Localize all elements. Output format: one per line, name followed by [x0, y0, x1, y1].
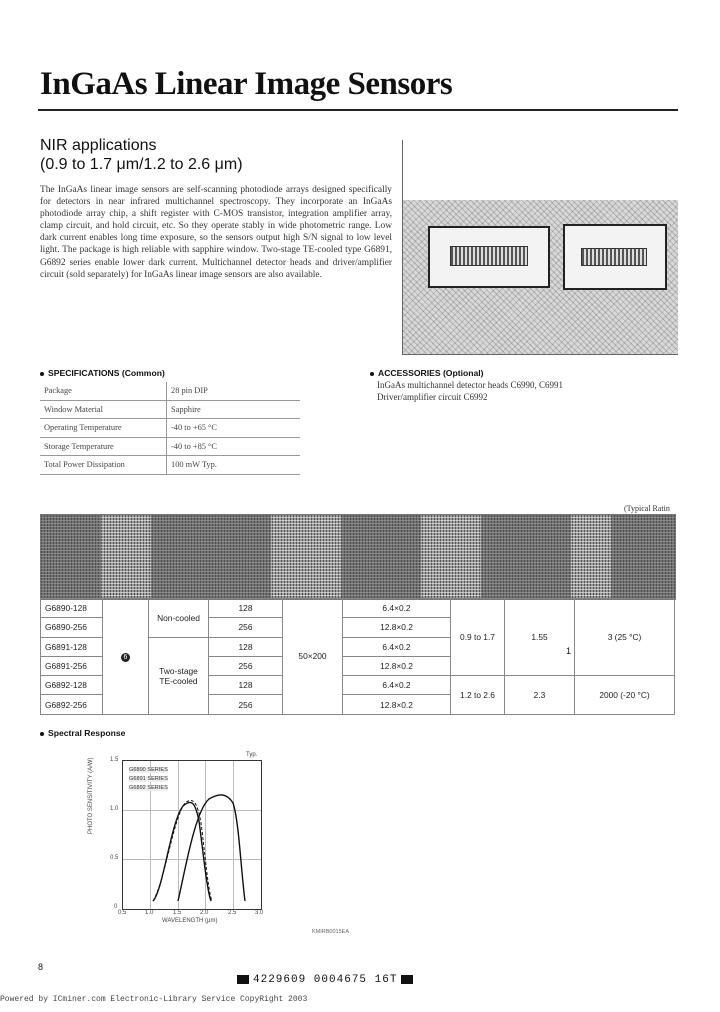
spectral-heading [40, 728, 125, 738]
sensor-chip [450, 246, 528, 266]
dark-value-2: 2000 (-20 °C) [575, 676, 675, 715]
table-row [40, 382, 300, 400]
barcode-line [233, 974, 417, 986]
mark-cell [103, 599, 149, 715]
spec-value: 28 pin DIP [167, 382, 301, 400]
pixels: 256 [209, 656, 283, 675]
y-tick: 0.5 [110, 855, 119, 861]
x-tick: 1.5 [173, 910, 182, 916]
graph-x-label: WAVELENGTH (μm) [162, 918, 218, 924]
footer-watermark: Powered by ICminer.com Electronic-Library Service CopyRight 2003 [0, 995, 308, 1004]
header-shade [611, 515, 675, 599]
page-number: 8 [38, 962, 44, 972]
pixels: 128 [209, 676, 283, 695]
curve-g6892 [178, 795, 245, 901]
type-no: G6891-128 [41, 637, 103, 656]
bullet-icon [40, 372, 44, 376]
sensor-chip [581, 248, 647, 266]
spec-key: Operating Temperature [40, 419, 167, 438]
figure-code: KMIRB0015EA [312, 929, 349, 935]
type-no: G6890-256 [41, 618, 103, 637]
graph-typ-label: Typ. [246, 752, 258, 758]
barcode-mark [401, 975, 413, 984]
active-area: 6.4×0.2 [343, 637, 451, 656]
sensor-package-left [428, 226, 550, 288]
accessories-line-1: InGaAs multichannel detector heads C6990, C6991 [377, 380, 563, 390]
pixels: 256 [209, 695, 283, 714]
spec-key: Storage Temperature [40, 437, 167, 456]
curve-g6890 [153, 802, 211, 901]
header-shade [41, 515, 101, 599]
active-area: 12.8×0.2 [343, 618, 451, 637]
x-tick: 2.5 [228, 910, 237, 916]
peak-wavelength-2: 2.3 [505, 676, 575, 715]
typical-ratings-note: (Typical Ratin [624, 504, 670, 513]
active-area: 6.4×0.2 [343, 676, 451, 695]
x-tick: 1.0 [145, 910, 154, 916]
table-row [41, 599, 675, 618]
barcode-text: 4229609 0004675 16T [253, 974, 398, 986]
table-row [40, 419, 300, 438]
pixels: 256 [209, 618, 283, 637]
spectral-heading-text: Spectral Response [48, 728, 126, 738]
spec-value: 100 mW Typ. [167, 456, 301, 475]
spec-key: Total Power Dissipation [40, 456, 167, 475]
pixels: 128 [209, 637, 283, 656]
product-photo [402, 140, 678, 355]
y-tick: 1.0 [110, 806, 119, 812]
cooling-te-line2: TE-cooled [159, 675, 198, 686]
spec-value: -40 to +85 °C [167, 437, 301, 456]
y-tick: 0 [114, 904, 118, 910]
table-row [40, 437, 300, 456]
type-no: G6892-256 [41, 695, 103, 714]
intro-paragraph: The InGaAs linear image sensors are self-scanning photodiode arrays designed specifically for detectors in near infrared multichannel spectroscopy. They incorporate an InGaAs photodiode array chip, a shift register with C-MOS transistor, integration amplifier array, clamp circuit, and hold circuit, etc. So they operate stably in wide photometric range. Low dark current enables long time exposure, so the sensors output high S/N signal to low level light. The package is high reliable with sapphire window. Two-stage TE-cooled type G6891, G6892 series enable lower dark current. Multichannel detector heads and driver/amplifier circuit (sold separately) for InGaAs linear image sensors are also available. [40, 185, 392, 280]
y-tick: 1.5 [110, 757, 119, 763]
cooling-noncooled: Non-cooled [149, 599, 209, 638]
specifications-heading-text: SPECIFICATIONS (Common) [48, 368, 165, 378]
graph-y-label: PHOTO SENSITIVITY (A/W) [88, 757, 94, 834]
active-area: 6.4×0.2 [343, 599, 451, 618]
type-no: G6892-128 [41, 676, 103, 695]
specifications-table [40, 382, 300, 475]
bullet-icon [370, 372, 374, 376]
spectral-graph [122, 760, 262, 910]
spec-value: Sapphire [167, 400, 301, 419]
spec-key: Package [40, 382, 167, 400]
legend-entry: G6891 SERIES [129, 776, 168, 782]
x-tick: 2.0 [200, 910, 209, 916]
accessories-line-2: Driver/amplifier circuit C6992 [377, 392, 488, 402]
photo-background [403, 140, 678, 200]
pixels: 128 [209, 599, 283, 618]
legend-entry: G6892 SERIES [129, 785, 168, 791]
active-area: 12.8×0.2 [343, 695, 451, 714]
spec-value: -40 to +65 °C [167, 419, 301, 438]
type-no: G6891-256 [41, 656, 103, 675]
sensor-package-right [563, 224, 667, 290]
x-tick: 3.0 [255, 910, 264, 916]
spectral-range-1: 0.9 to 1.7 [451, 599, 505, 676]
page-title: InGaAs Linear Image Sensors [40, 66, 453, 102]
table-header-illegible [40, 514, 676, 600]
cooling-te [149, 637, 209, 714]
x-tick: 0.5 [118, 910, 127, 916]
type-no: G6890-128 [41, 599, 103, 618]
table-row [40, 456, 300, 475]
dark-value-1: 3 (25 °C) [575, 599, 675, 676]
mark-circle: 6 [121, 653, 130, 662]
bullet-icon [40, 732, 44, 736]
subtitle-applications: NIR applications [40, 137, 157, 154]
pixel-size: 50×200 [283, 599, 343, 715]
value-one: 1 [566, 646, 572, 656]
spectral-range-2: 1.2 to 2.6 [451, 676, 505, 715]
cooling-te-line1: Two-stage [159, 665, 198, 676]
header-shade [151, 515, 271, 599]
response-curves [123, 761, 261, 909]
title-rule [38, 109, 678, 111]
barcode-mark [237, 975, 249, 984]
table-row [40, 400, 300, 419]
header-shade [341, 515, 421, 599]
legend-entry: G6890 SERIES [129, 767, 168, 773]
spec-key: Window Material [40, 400, 167, 419]
accessories-heading-text: ACCESSORIES (Optional) [378, 368, 484, 378]
header-shade [481, 515, 571, 599]
subtitle-wavelength-range: (0.9 to 1.7 μm/1.2 to 2.6 μm) [40, 156, 243, 173]
peak-wavelength-1: 1.55 [505, 599, 575, 676]
product-table [40, 598, 675, 715]
accessories-heading [370, 368, 484, 378]
active-area: 12.8×0.2 [343, 656, 451, 675]
specifications-heading [40, 368, 165, 378]
